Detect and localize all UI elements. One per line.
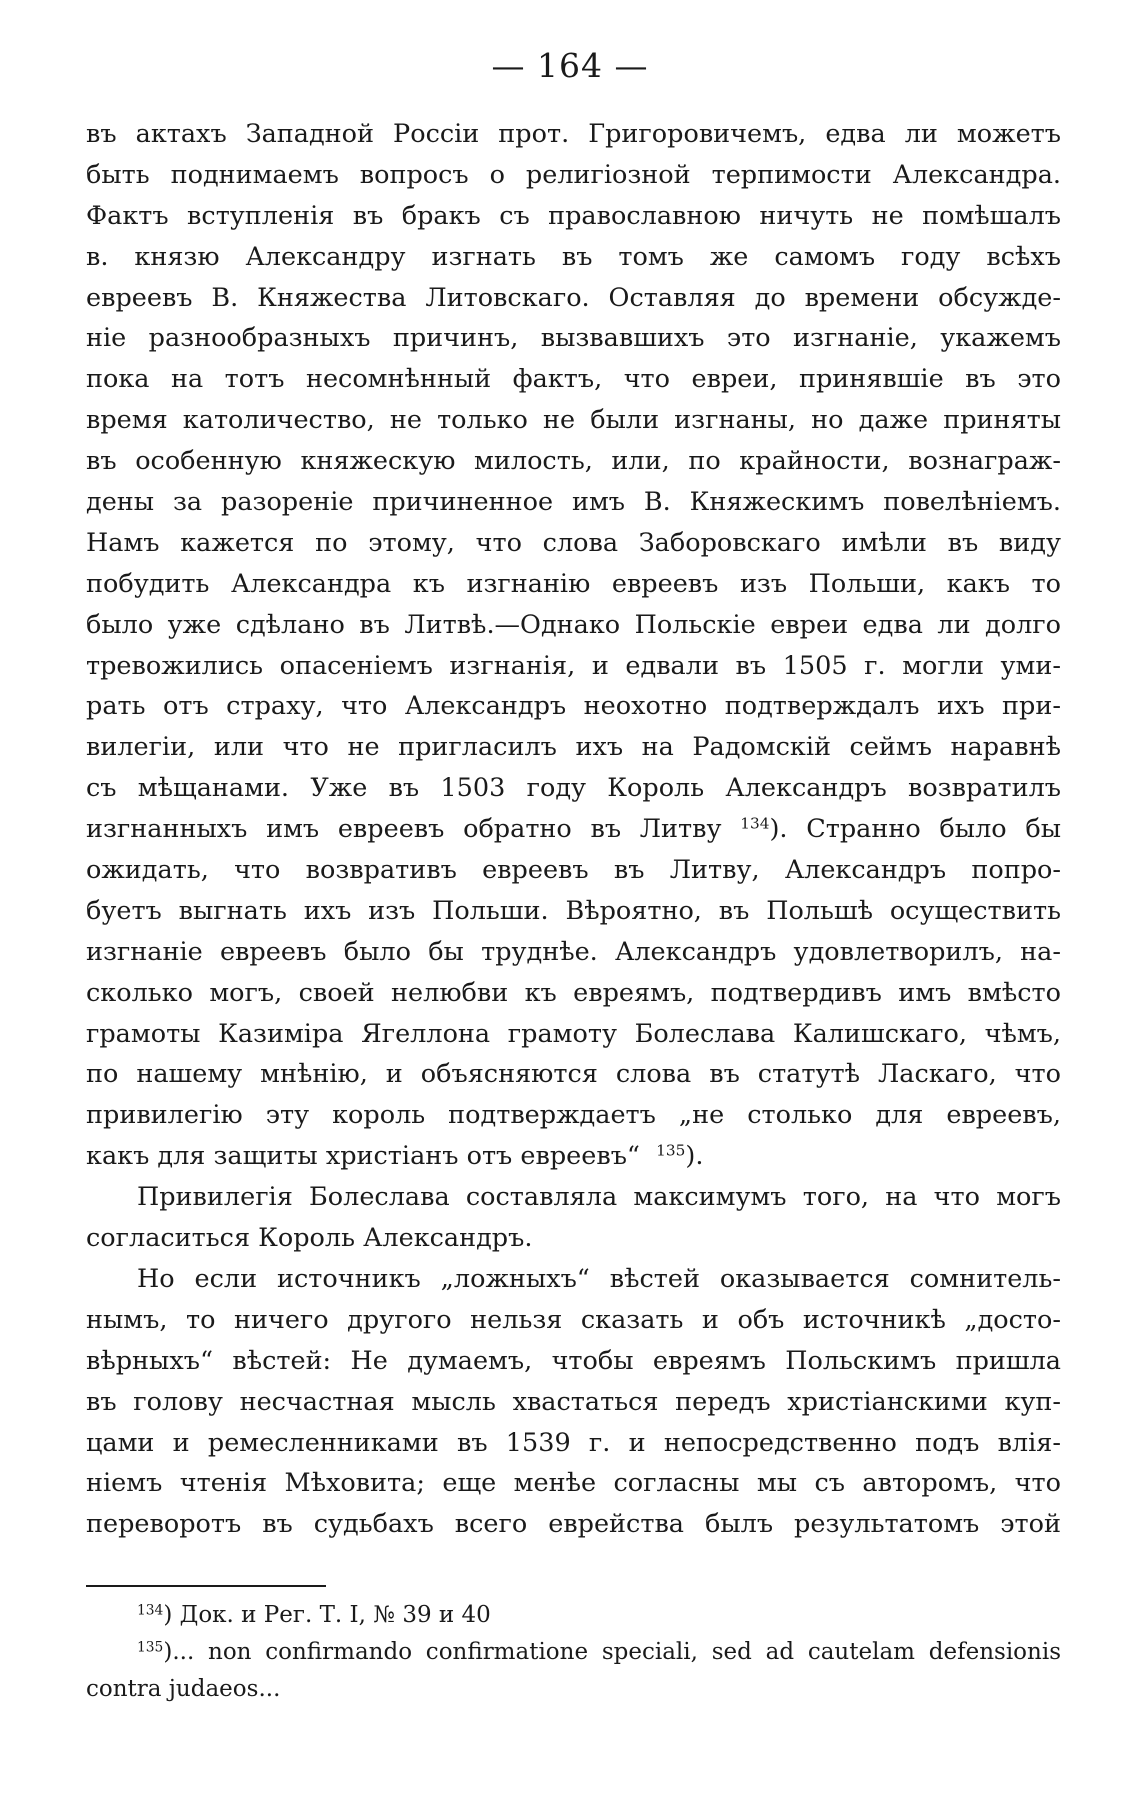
text-line: ніемъ чтенія Мѣховита; еще менѣе согласны мы съ авторомъ, что <box>86 1468 1061 1499</box>
text-line: евреевъ В. Княжества Литовскаго. Оставляя до времени обсужде- <box>86 282 1061 313</box>
text-line: буетъ выгнать ихъ изъ Польши. Вѣроятно, въ Польшѣ осуществить <box>86 895 1061 926</box>
text-line: грамоты Казиміра Ягеллона грамоту Болеслава Калишскаго, чѣмъ, <box>86 1018 1061 1049</box>
text-line: Фактъ вступленія въ бракъ съ православною ничуть не помѣшалъ <box>86 200 1061 231</box>
text-line-with-footnote-ref <box>86 1136 1061 1177</box>
text-line: въ актахъ Западной Россіи прот. Григоровичемъ, едва ли можетъ <box>86 119 1061 149</box>
text-line: пока на тотъ несомнѣнный фактъ, что евреи, принявшіе въ это <box>86 364 1061 395</box>
footnote-text: ) Док. и Рег. Т. I, № 39 и 40 <box>163 1602 491 1628</box>
text-line: ожидать, что возвративъ евреевъ въ Литву, Александръ попро- <box>86 855 1061 886</box>
text-line: в. князю Александру изгнать въ томъ же самомъ году всѣхъ <box>86 241 1061 272</box>
text-line: ніе разнообразныхъ причинъ, вызвавшихъ это изгнаніе, укажемъ <box>86 323 1061 354</box>
text-line: изгнаніе евреевъ было бы труднѣе. Александръ удовлетворилъ, на- <box>86 936 1061 967</box>
text-segment: ). Странно было бы <box>769 814 1061 845</box>
footnote <box>86 1597 1061 1634</box>
text-line: сколько могъ, своей нелюбви къ евреямъ, подтвердивъ имъ вмѣсто <box>86 977 1061 1008</box>
text-line: вѣрныхъ“ вѣстей: Не думаемъ, чтобы евреямъ Польскимъ пришла <box>86 1345 1061 1376</box>
footnote-text: contra judaeos... <box>86 1676 281 1702</box>
footnote-number: 134 <box>137 1602 164 1619</box>
footnote-text: )... non confirmando confirmatione speciali, sed ad cautelam defensionis <box>163 1639 1061 1665</box>
footnote <box>86 1634 1061 1671</box>
text-line: было уже сдѣлано въ Литвѣ.—Однако Польскіе евреи едва ли долго <box>86 609 1061 640</box>
text-segment: какъ для защиты христіанъ отъ евреевъ“ <box>86 1141 640 1172</box>
text-line: Но если источникъ „ложныхъ“ вѣстей оказывается сомнитель- <box>137 1263 1061 1294</box>
page-number: — 164 — <box>491 46 649 85</box>
text-line: въ голову несчастная мысль хвастаться передъ христіанскими куп- <box>86 1386 1061 1417</box>
text-segment: изгнанныхъ имъ евреевъ обратно въ Литву <box>86 814 722 845</box>
text-line: тревожились опасеніемъ изгнанія, и едвали въ 1505 г. могли уми- <box>86 650 1061 681</box>
footnote-number: 135 <box>137 1639 164 1656</box>
text-line: согласиться Король Александръ. <box>86 1223 533 1254</box>
text-line-with-footnote-ref <box>86 809 1061 850</box>
footnote-divider <box>86 1585 326 1587</box>
footnotes <box>86 1597 1061 1708</box>
text-line: Намъ кажется по этому, что слова Заборовскаго имѣли въ виду <box>86 527 1061 558</box>
text-line: побудить Александра къ изгнанію евреевъ изъ Польши, какъ то <box>86 568 1061 599</box>
body-text <box>86 114 1061 1545</box>
text-line: по нашему мнѣнію, и объясняются слова въ статутѣ Ласкаго, что <box>86 1059 1061 1090</box>
text-segment: ). <box>685 1141 704 1172</box>
text-line: въ особенную княжескую милость, или, по крайности, вознаграж- <box>86 446 1061 477</box>
text-line: дены за разореніе причиненное имъ В. Княжескимъ повелѣніемъ. <box>86 487 1061 518</box>
text-line: Привилегія Болеслава составляла максимумъ того, на что могъ <box>137 1182 1061 1213</box>
text-line: переворотъ въ судьбахъ всего еврейства былъ результатомъ этой <box>86 1509 1061 1540</box>
text-line: цами и ремесленниками въ 1539 г. и непосредственно подъ влія- <box>86 1427 1061 1458</box>
text-line: нымъ, то ничего другого нельзя сказать и объ источникѣ „досто- <box>86 1304 1061 1335</box>
text-line: съ мѣщанами. Уже въ 1503 году Король Александръ возвратилъ <box>86 773 1061 804</box>
text-line: быть поднимаемъ вопросъ о религіозной терпимости Александра. <box>86 159 1061 190</box>
text-line: вилегіи, или что не пригласилъ ихъ на Радомскій сеймъ наравнѣ <box>86 732 1061 763</box>
text-line: время католичество, не только не были изгнаны, но даже приняты <box>86 405 1061 436</box>
text-line: привилегію эту король подтверждаетъ „не столько для евреевъ, <box>86 1100 1061 1131</box>
text-line: рать отъ страху, что Александръ неохотно подтверждалъ ихъ при- <box>86 691 1061 722</box>
footnote-ref: 135 <box>656 1141 686 1160</box>
footnote-ref: 134 <box>740 814 770 833</box>
